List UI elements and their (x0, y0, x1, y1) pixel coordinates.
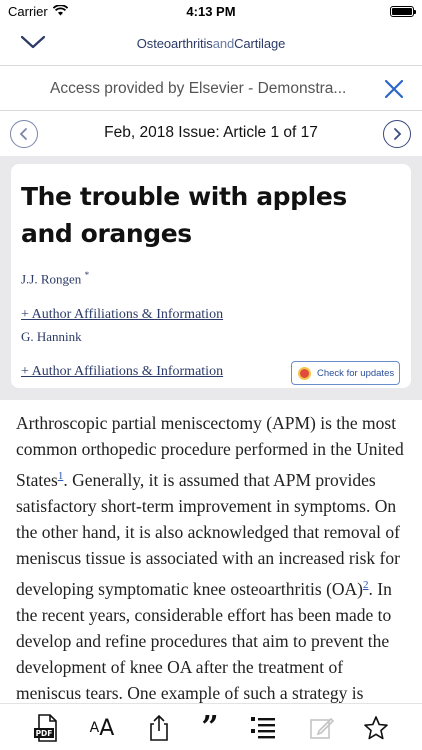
star-icon (363, 715, 389, 741)
access-text: Access provided by Elsevier - Demonstra... (50, 80, 347, 97)
author-affiliations-link[interactable]: + Author Affiliations & Information (21, 307, 224, 322)
issue-navigation (0, 112, 422, 156)
pdf-icon-label: PDF (35, 729, 53, 738)
reference-link[interactable]: 2 (363, 578, 369, 591)
pdf-icon (31, 713, 61, 743)
article-header-area (0, 156, 422, 400)
battery-icon (390, 6, 414, 17)
journal-name-part: Osteoarthritis (136, 36, 213, 51)
reference-link[interactable]: 1 (57, 470, 64, 482)
body-text: . Generally, it is assumed that APM provides satisfactory short-term improvement in symptoms. On the other hand, it is also acknowledged that removal of meniscus tissue is associated with an increased risk for developing symptomatic knee osteoarthritis (OA) (16, 469, 400, 599)
access-banner (0, 67, 422, 111)
cite-button[interactable] (194, 712, 226, 744)
author-name-text: J.J. Rongen (21, 271, 82, 287)
body-text: Arthroscopic partial meniscectomy (APM) is the most common orthopedic procedure performed in the United States (16, 413, 404, 490)
nav-bar (0, 22, 422, 66)
body-text: . In the recent years, considerable effort has been made to develop and refine procedures that aim to prevent the development of knee OA after the treatment of meniscus tears. One example of such a strategy is (16, 578, 392, 703)
journal-logo (0, 36, 422, 51)
journal-name-part: and (212, 36, 235, 51)
author-affiliations-link[interactable]: + Author Affiliations & Information (21, 364, 224, 379)
corresponding-author-mark: * (84, 270, 90, 280)
close-icon[interactable] (384, 79, 404, 104)
check-for-updates-label: Check for updates (317, 367, 395, 379)
pdf-button[interactable] (30, 712, 62, 744)
crossmark-icon (298, 367, 311, 380)
article-title: The trouble with apples and oranges (21, 182, 347, 248)
share-button[interactable] (143, 712, 175, 744)
status-time: 4:13 PM (186, 3, 236, 19)
bottom-toolbar (0, 703, 422, 750)
font-size-large-glyph: A (99, 715, 115, 741)
article-body (16, 410, 411, 706)
wifi-icon (53, 4, 68, 19)
issue-label: Feb, 2018 Issue: Article 1 of 17 (104, 124, 318, 141)
article-header-card (11, 164, 411, 388)
author-name[interactable]: G. Hannink (21, 329, 82, 344)
annotate-button[interactable] (306, 712, 338, 744)
edit-icon (309, 715, 335, 741)
font-size-small-glyph: A (89, 720, 100, 736)
share-icon (148, 714, 170, 742)
list-icon (249, 715, 277, 741)
outline-button[interactable] (247, 712, 279, 744)
carrier-label: Carrier (8, 3, 48, 19)
favorite-button[interactable] (360, 712, 392, 744)
check-for-updates-button[interactable] (291, 361, 400, 385)
journal-name-part: Cartilage (234, 36, 286, 51)
author-name[interactable] (21, 270, 89, 287)
next-article-button[interactable] (383, 120, 411, 148)
status-bar (0, 0, 422, 22)
font-size-button[interactable] (86, 712, 118, 744)
chevron-right-icon (392, 127, 402, 141)
quote-icon: ” (201, 710, 219, 745)
